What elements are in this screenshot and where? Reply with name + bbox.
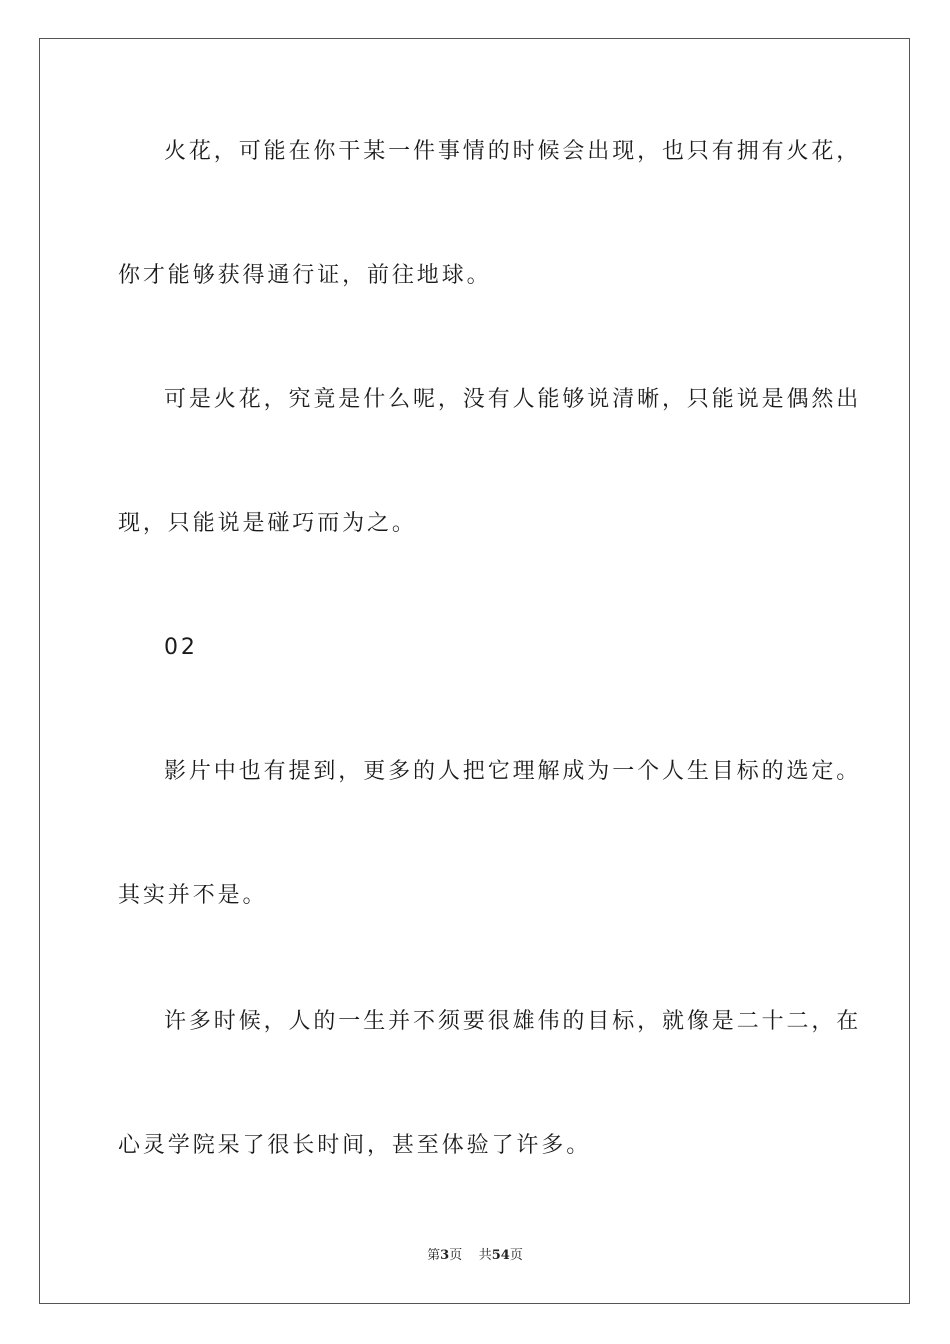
paragraph-line: 心灵学院呆了很长时间，甚至体验了许多。 — [118, 1133, 592, 1158]
page-footer — [0, 1247, 950, 1265]
paragraph-line: 可是火花，究竟是什么呢，没有人能够说清晰，只能说是偶然出 — [164, 387, 862, 412]
footer-prefix: 第 — [427, 1248, 441, 1263]
current-page-number: 3 — [440, 1248, 450, 1263]
paragraph-line: 其实并不是。 — [118, 883, 268, 908]
paragraph-line: 影片中也有提到，更多的人把它理解成为一个人生目标的选定。 — [164, 759, 862, 784]
total-page-count: 54 — [491, 1248, 510, 1263]
page-border — [39, 38, 910, 1304]
paragraph-line: 你才能够获得通行证，前往地球。 — [118, 263, 492, 288]
paragraph-line: 现，只能说是碰巧而为之。 — [118, 511, 417, 536]
paragraph-line: 许多时候，人的一生并不须要很雄伟的目标，就像是二十二，在 — [164, 1009, 862, 1034]
footer-middle: 页 共 — [449, 1248, 492, 1263]
paragraph-line: 火花，可能在你干某一件事情的时候会出现，也只有拥有火花， — [164, 139, 862, 164]
footer-suffix: 页 — [509, 1248, 523, 1263]
section-number: 02 — [164, 635, 198, 660]
